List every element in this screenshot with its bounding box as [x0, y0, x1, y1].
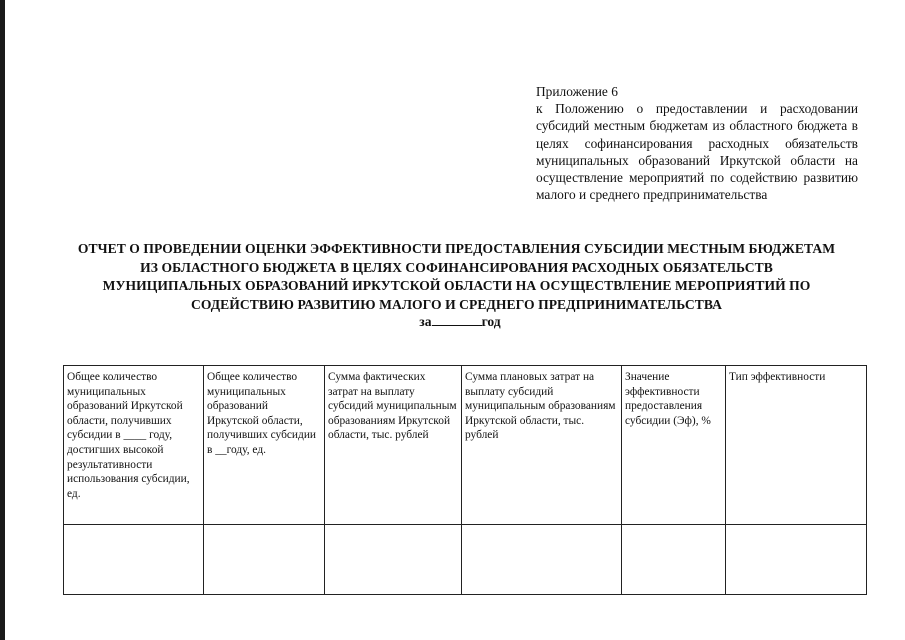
period-suffix: год [481, 314, 501, 329]
appendix-note [536, 83, 858, 203]
appendix-title: Приложение 6 [536, 84, 618, 99]
header-cell-efficiency-value: Значение эффективности предоставления субсидии (Эф), % [622, 366, 726, 525]
report-period [380, 314, 540, 330]
report-table [63, 365, 867, 595]
table-cell[interactable] [726, 525, 867, 595]
table-row [64, 525, 867, 595]
period-prefix: за [419, 314, 432, 329]
header-cell-total-count: Общее количество муниципальных образований Иркутской области, получивших субсидии в __году, ед. [204, 366, 325, 525]
report-title: ОТЧЕТ О ПРОВЕДЕНИИ ОЦЕНКИ ЭФФЕКТИВНОСТИ ПРЕДОСТАВЛЕНИЯ СУБСИДИИ МЕСТНЫМ БЮДЖЕТАМ ИЗ ОБЛАСТНОГО БЮДЖЕТА В ЦЕЛЯХ СОФИНАНСИРОВАНИЯ РАСХОДНЫХ ОБЯЗАТЕЛЬСТВ МУНИЦИПАЛЬНЫХ ОБРАЗОВАНИЙ ИРКУТСКОЙ ОБЛАСТИ НА ОСУЩЕСТВЛЕНИЕ МЕРОПРИЯТИЙ ПО СОДЕЙСТВИЮ РАЗВИТИЮ МАЛОГО И СРЕДНЕГО ПРЕДПРИНИМАТЕЛЬСТВА [77, 241, 836, 312]
scan-edge-bar [0, 0, 5, 640]
table-cell[interactable] [204, 525, 325, 595]
table-cell[interactable] [325, 525, 462, 595]
table-cell[interactable] [622, 525, 726, 595]
table-cell[interactable] [64, 525, 204, 595]
header-cell-actual-costs: Сумма фактических затрат на выплату субсидий муниципальным образованиям Иркутской области, тыс. рублей [325, 366, 462, 525]
header-cell-planned-costs: Сумма плановых затрат на выплату субсидий муниципальным образованиям Иркутской области, тыс. рублей [462, 366, 622, 525]
period-year-blank [432, 314, 482, 326]
appendix-body: к Положению о предоставлении и расходовании субсидий местным бюджетам из областного бюджета в целях софинансирования расходных обязательств муниципальных образований Иркутской области на осуществление мероприятий по содействию развитию малого и среднего предпринимательства [536, 101, 858, 203]
header-cell-high-result-count: Общее количество муниципальных образований Иркутской области, получивших субсидии в ____ году, достигших высокой результативности использования субсидии, ед. [64, 366, 204, 525]
header-cell-efficiency-type: Тип эффективности [726, 366, 867, 525]
table-header-row [64, 366, 867, 525]
table-cell[interactable] [462, 525, 622, 595]
